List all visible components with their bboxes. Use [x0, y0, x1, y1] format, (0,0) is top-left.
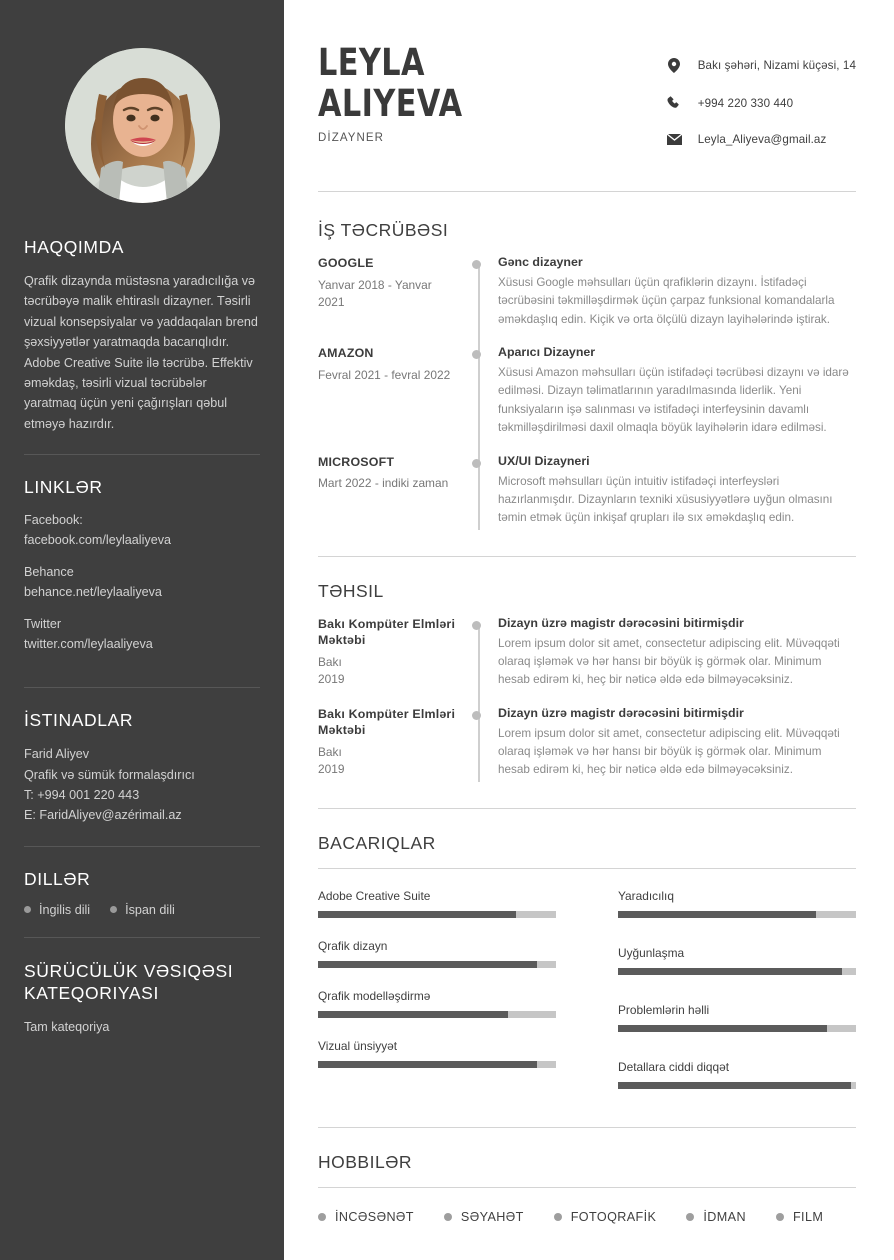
skill-bar-fill	[318, 1061, 537, 1068]
avatar-illustration	[65, 48, 220, 203]
experience-meta	[318, 345, 466, 437]
experience-section	[318, 220, 856, 544]
hobby-item	[686, 1210, 746, 1224]
skill-bar-track	[318, 1011, 556, 1018]
hobby-label: İNCƏSƏNƏT	[335, 1209, 414, 1224]
skill-bar-track	[618, 1082, 856, 1089]
education-divider	[318, 808, 856, 809]
bullet-dot-icon	[686, 1213, 694, 1221]
skill-label: Adobe Creative Suite	[318, 888, 431, 903]
name-block	[318, 42, 494, 144]
link-item-twitter[interactable]	[24, 615, 260, 654]
header-divider	[318, 191, 856, 192]
first-name: LEYLA	[318, 41, 425, 84]
link-label: Facebook:	[24, 513, 83, 528]
contact-list	[667, 42, 856, 169]
link-label: Behance	[24, 565, 74, 580]
profile-photo-wrap	[24, 0, 260, 237]
skills-heading: BACARIQLAR	[318, 832, 436, 853]
job-role: DİZAYNER	[318, 131, 385, 144]
driving-license-heading	[24, 960, 260, 1004]
hobby-label: SƏYAHƏT	[460, 1209, 524, 1224]
reference-phone: T: +994 001 220 443	[24, 788, 140, 802]
skill-bar-fill	[318, 1011, 508, 1018]
skill-bar-fill	[618, 968, 842, 975]
skill-bar-track	[618, 1025, 856, 1032]
timeline-dot-icon	[472, 260, 481, 269]
timeline-marker	[466, 616, 492, 690]
link-url[interactable]: twitter.com/leylaaliyeva	[24, 636, 153, 651]
education-school: Bakı Kompüter Elmləri Məktəbi	[318, 706, 456, 738]
skills-bottom-divider	[318, 1127, 856, 1128]
skill-item	[618, 1003, 856, 1032]
avatar	[65, 48, 220, 203]
skills-section	[318, 833, 856, 1117]
bullet-dot-icon	[776, 1213, 784, 1221]
skill-bar-fill	[318, 961, 537, 968]
skill-bar-track	[318, 911, 556, 918]
driving-license-value: Tam kateqoriya	[24, 1019, 110, 1034]
timeline-dot-icon	[472, 459, 481, 468]
bullet-dot-icon	[24, 906, 31, 913]
experience-body	[492, 454, 856, 528]
language-item	[110, 903, 175, 917]
education-meta	[318, 706, 466, 780]
education-body	[492, 706, 856, 780]
skills-top-divider	[318, 868, 856, 869]
link-item-behance[interactable]	[24, 563, 260, 602]
license-heading-line2: KATEQORIYASI	[24, 982, 159, 1003]
education-year: 2019	[318, 672, 345, 687]
skill-bar-track	[318, 961, 556, 968]
hobby-item	[776, 1210, 823, 1224]
experience-description: Microsoft məhsulları üçün intuitiv istifadəçi interfeysləri hazırlanmışdır. Dizaynların texniki xüsusiyyətlərə uyğun olmasını təmin etmək üçün inkişaf qrupları ilə sıx əməkdaşlıq edin.	[498, 474, 833, 525]
hobbies-section	[318, 1152, 856, 1224]
education-item	[318, 616, 856, 706]
sidebar-divider-1	[24, 454, 260, 455]
experience-title: Gənc dizayner	[498, 255, 583, 269]
timeline-dot-icon	[472, 621, 481, 630]
reference-name: Farid Aliyev	[24, 747, 90, 762]
hobby-item	[318, 1210, 414, 1224]
about-heading: HAQQIMDA	[24, 237, 125, 257]
experience-meta	[318, 255, 466, 329]
bullet-dot-icon	[110, 906, 117, 913]
hobby-item	[554, 1210, 657, 1224]
sidebar-divider-2	[24, 687, 260, 688]
skill-label: Uyğunlaşma	[618, 945, 685, 960]
experience-org: GOOGLE	[318, 256, 374, 270]
hobby-label: İDMAN	[703, 1209, 746, 1224]
experience-period: Yanvar 2018 - Yanvar 2021	[318, 277, 432, 309]
references-section	[24, 710, 260, 846]
reference-role: Qrafik və sümük formalaşdırıcı	[24, 767, 195, 782]
language-label: İspan dili	[125, 902, 175, 917]
education-school: Bakı Kompüter Elmləri Məktəbi	[318, 616, 456, 648]
skill-label: Vizual ünsiyyət	[318, 1038, 398, 1053]
experience-period: Fevral 2021 - fevral 2022	[318, 367, 451, 382]
skill-bar-track	[318, 1061, 556, 1068]
skill-bar-track	[618, 968, 856, 975]
education-heading: TƏHSIL	[318, 580, 384, 601]
experience-item	[318, 454, 856, 544]
experience-divider	[318, 556, 856, 557]
contact-email	[667, 133, 856, 146]
education-title: Dizayn üzrə magistr dərəcəsini bitirmişdir	[498, 615, 744, 630]
license-heading-line1: SÜRÜCÜLÜK VƏSIQƏSI	[24, 960, 234, 981]
links-section	[24, 477, 260, 687]
hobbies-list	[318, 1210, 856, 1224]
hobbies-divider	[318, 1187, 856, 1188]
timeline-marker	[466, 255, 492, 329]
hobby-item	[444, 1210, 524, 1224]
skill-item	[618, 946, 856, 975]
skill-item	[618, 1060, 856, 1089]
about-text: Qrafik dizaynda müstəsna yaradıcılığa və təcrübəyə malik ehtiraslı dizayner. Təsirli vizual konsepsiyalar və yaddaqalan brend şəxsiyyətlər yaratmaqda bacarıqlıdır. Adobe Creative Suite ilə təcrübə. Effektiv əməkdaş, təsirli vizual təcrübələr yaratmaq üçün yeni çağırışları qəbul etməyə hazırdır.	[24, 274, 258, 431]
education-description: Lorem ipsum dolor sit amet, consectetur adipiscing elit. Müvəqqəti olaraq işləmək və hər hansı bir böyük iş görmək olar. Minimum hesab edirəm ki, heç bir nəticə əldə edə bilməyəcəksiniz.	[498, 636, 840, 687]
link-url[interactable]: facebook.com/leylaaliyeva	[24, 532, 172, 547]
education-title: Dizayn üzrə magistr dərəcəsini bitirmişdir	[498, 705, 744, 720]
link-label: Twitter	[24, 617, 62, 632]
education-timeline	[318, 616, 856, 796]
sidebar	[0, 0, 284, 1260]
skill-item	[318, 989, 556, 1018]
reference-email: E: FaridAliyev@azérimail.az	[24, 808, 182, 823]
sidebar-divider-3	[24, 846, 260, 847]
skills-column-left	[318, 889, 556, 1117]
skill-bar-fill	[618, 911, 816, 918]
experience-body	[492, 255, 856, 329]
skill-bar-fill	[618, 1025, 827, 1032]
contact-phone-text: +994 220 330 440	[697, 96, 794, 110]
contact-email-text: Leyla_Aliyeva@gmail.az	[697, 133, 827, 146]
hobby-label: FILM	[792, 1209, 824, 1224]
skill-label: Problemlərin həlli	[618, 1002, 710, 1017]
experience-description: Xüsusi Google məhsulları üçün qrafiklərin dizaynı. İstifadəçi təcrübəsini təkmilləşdirmək üçün çarpaz funksional komandalarla əməkdaşlıq edin. Kiçik və orta ölçülü dizayn layihələrində iştirak.	[498, 276, 835, 326]
education-meta	[318, 616, 466, 690]
experience-heading: İŞ TƏCRÜBƏSI	[318, 220, 449, 240]
driving-license-section	[24, 960, 260, 1057]
timeline-marker	[466, 706, 492, 780]
skill-item	[618, 889, 856, 918]
map-pin-icon	[667, 58, 682, 73]
language-label: İngilis dili	[39, 902, 91, 917]
timeline-marker	[466, 454, 492, 528]
links-heading: LINKLƏR	[24, 477, 103, 498]
header	[318, 42, 856, 169]
experience-item	[318, 255, 856, 345]
bullet-dot-icon	[444, 1213, 452, 1221]
experience-meta	[318, 454, 466, 528]
bullet-dot-icon	[554, 1213, 562, 1221]
experience-org: AMAZON	[318, 346, 374, 361]
languages-list	[24, 903, 260, 917]
timeline-dot-icon	[472, 350, 481, 359]
contact-phone	[667, 96, 856, 110]
education-section	[318, 581, 856, 796]
skill-label: Qrafik dizayn	[318, 938, 388, 953]
experience-description: Xüsusi Amazon məhsulları üçün istifadəçi təcrübəsi dizaynı və idarə edilməsi. Dizayn təlimatlarının yaradılmasında liderlik. Yeni funksiyaların işə salınması və istifadəçi interfeysinin davamlı təkmilləşdirilməsi daxil olmaqla böyük layihələrin idarə edilməsi.	[498, 366, 849, 435]
education-city: Bakı	[318, 745, 342, 760]
skill-label: Qrafik modelləşdirmə	[318, 988, 431, 1003]
experience-title: UX/UI Dizayneri	[498, 453, 590, 468]
experience-body	[492, 345, 856, 437]
bullet-dot-icon	[318, 1213, 326, 1221]
skill-item	[318, 939, 556, 968]
education-city: Bakı	[318, 655, 342, 670]
education-description: Lorem ipsum dolor sit amet, consectetur adipiscing elit. Müvəqqəti olaraq işləmək və hər hansı bir böyük iş görmək olar. Minimum hesab edirəm ki, heç bir nəticə əldə edə bilməyəcəksiniz.	[498, 726, 840, 777]
link-url[interactable]: behance.net/leylaaliyeva	[24, 584, 162, 599]
skills-grid	[318, 889, 856, 1117]
education-item	[318, 706, 856, 796]
about-section	[24, 237, 260, 454]
language-item	[24, 903, 90, 917]
skill-label: Detallara ciddi diqqət	[618, 1059, 730, 1074]
timeline-dot-icon	[472, 711, 481, 720]
education-body	[492, 616, 856, 690]
skill-item	[318, 1039, 556, 1068]
contact-address	[667, 58, 856, 73]
references-heading: İSTINADLAR	[24, 710, 134, 731]
languages-heading: DILLƏR	[24, 868, 91, 889]
languages-section	[24, 869, 260, 937]
timeline-marker	[466, 345, 492, 437]
skill-bar-fill	[318, 911, 516, 918]
contact-address-text: Bakı şəhəri, Nizami küçəsi, 14	[697, 59, 856, 72]
main-content	[284, 0, 894, 1260]
hobby-label: FOTOQRAFİK	[570, 1209, 657, 1224]
envelope-icon	[667, 134, 682, 145]
experience-item	[318, 345, 856, 453]
skill-item	[318, 889, 556, 918]
skill-bar-track	[618, 911, 856, 918]
experience-org: MICROSOFT	[318, 454, 395, 469]
experience-timeline	[318, 255, 856, 544]
skill-bar-fill	[618, 1082, 851, 1089]
sidebar-divider-4	[24, 937, 260, 938]
education-year: 2019	[318, 762, 345, 777]
skill-label: Yaradıcılıq	[618, 888, 674, 903]
skills-column-right	[618, 889, 856, 1117]
last-name: ALIYEVA	[318, 82, 463, 126]
phone-icon	[667, 96, 682, 110]
link-item-facebook[interactable]	[24, 511, 260, 550]
experience-title: Aparıcı Dizayner	[498, 345, 596, 360]
hobbies-heading: HOBBILƏR	[318, 1151, 412, 1172]
experience-period: Mart 2022 - indiki zaman	[318, 476, 449, 491]
